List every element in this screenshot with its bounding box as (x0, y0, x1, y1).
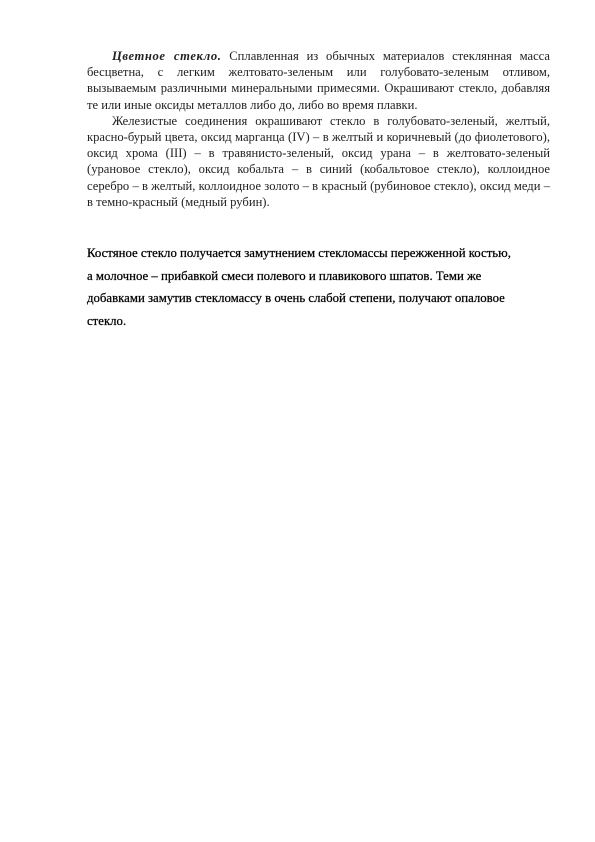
paragraph-lead-term: Цветное стекло. (112, 49, 222, 63)
text-line: стекло. (87, 313, 127, 328)
paragraph-colored-glass (87, 48, 550, 113)
paragraph-iron-compounds: Железистые соединения окрашивают стекло в голубовато-зеленый, желтый, красно-бурый цвета, оксид марганца (IV) – в желтый и коричневый (до фиолетового), оксид хрома (III) – в травянисто-зеленый, оксид урана – в желтовато-зеленый (урановое стекло), оксид кобальта – в синий (кобальтовое стекло), коллоидное серебро – в желтый, коллоидное золото – в красный (рубиновое стекло), оксид меди – в темно-красный (медный рубин). (87, 113, 550, 209)
document-text-body (87, 48, 550, 210)
text-line: а молочное – прибавкой смеси полевого и плавикового шпатов. Теми же (87, 268, 482, 283)
paragraph-text: Сплавленная из обычных материалов стеклянная масса бесцветна, с легким желтовато-зеленым или голубовато-зеленым отливом, вызываемым различными минеральными примесями. Окрашивают стекло, добавляя те или иные оксиды металлов либо до, либо во время плавки. (87, 49, 550, 112)
text-line: добавками замутив стекломассу в очень слабой степени, получают опаловое (87, 291, 505, 305)
text-line: Костяное стекло получается замутнением стекломассы пережженной костью, (87, 246, 511, 260)
paragraph-bone-glass (87, 242, 557, 332)
